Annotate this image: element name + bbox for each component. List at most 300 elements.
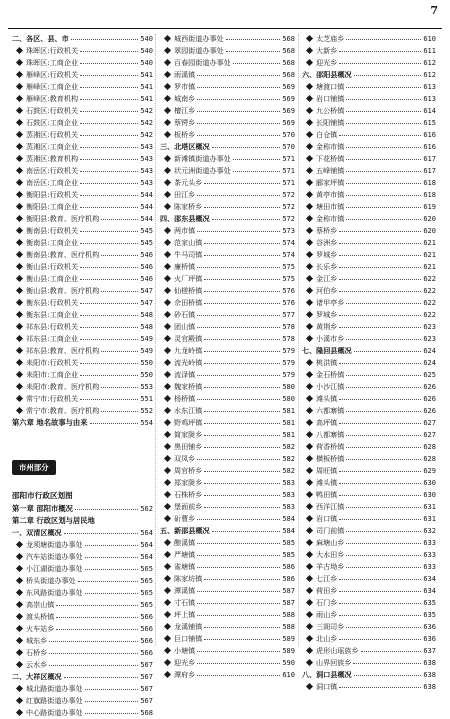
toc-entry-title: 黑田铺乡: [160, 441, 202, 453]
toc-entry[interactable]: [302, 645, 436, 657]
toc-entry[interactable]: [302, 369, 436, 381]
dot-leader: [197, 555, 280, 556]
dot-leader: [80, 183, 138, 184]
dot-leader: [346, 507, 421, 508]
toc-entry[interactable]: [160, 333, 295, 345]
toc-entry[interactable]: [12, 381, 153, 393]
toc-entry[interactable]: [302, 333, 436, 345]
toc-entry-title: 雁峰区:工商企业: [12, 81, 78, 93]
dot-leader: [197, 375, 280, 376]
toc-entry[interactable]: [302, 249, 436, 261]
toc-entry[interactable]: [160, 621, 295, 633]
toc-entry[interactable]: [12, 93, 153, 105]
toc-entry-title: 城东乡: [12, 635, 47, 647]
toc-entry[interactable]: [302, 381, 436, 393]
toc-entry-page: 548: [140, 311, 153, 319]
toc-entry-page: 575: [282, 263, 295, 271]
toc-entry[interactable]: [302, 357, 436, 369]
toc-entry[interactable]: [302, 405, 436, 417]
toc-entry-page: 632: [423, 527, 436, 535]
toc-entry[interactable]: [12, 237, 153, 249]
toc-entry[interactable]: [302, 309, 436, 321]
toc-entry[interactable]: [12, 503, 153, 515]
toc-entry[interactable]: [160, 597, 295, 609]
toc-entry-page: 542: [140, 119, 153, 127]
toc-entry[interactable]: [12, 273, 153, 285]
toc-entry[interactable]: [12, 551, 153, 563]
toc-entry-page: 621: [423, 263, 436, 271]
toc-entry-page: 564: [140, 553, 153, 561]
toc-entry[interactable]: [302, 597, 436, 609]
dot-leader: [197, 315, 280, 316]
dot-leader: [80, 171, 138, 172]
toc-entry[interactable]: [160, 249, 295, 261]
toc-entry-title: 第六章 地名故事与由来: [12, 418, 88, 427]
toc-entry[interactable]: [12, 345, 153, 357]
toc-entry[interactable]: [12, 249, 153, 261]
toc-entry-title: 第一章 邵阳市概况: [12, 504, 73, 513]
toc-entry[interactable]: [12, 81, 153, 93]
toc-entry[interactable]: [160, 129, 295, 141]
toc-entry[interactable]: [302, 453, 436, 465]
toc-entry[interactable]: [302, 201, 436, 213]
toc-entry[interactable]: [160, 201, 295, 213]
toc-entry[interactable]: [302, 585, 436, 597]
dot-leader: [197, 75, 280, 76]
dot-leader: [197, 567, 280, 568]
toc-entry[interactable]: [160, 321, 295, 333]
toc-entry[interactable]: [160, 141, 295, 153]
toc-entry[interactable]: [12, 141, 153, 153]
toc-entry[interactable]: [302, 657, 436, 669]
toc-entry[interactable]: [12, 285, 153, 297]
toc-entry[interactable]: [160, 417, 295, 429]
toc-entry[interactable]: [302, 105, 436, 117]
toc-entry[interactable]: [302, 537, 436, 549]
toc-entry[interactable]: [160, 573, 295, 585]
dot-leader: [204, 183, 280, 184]
dot-leader: [361, 651, 422, 652]
toc-entry[interactable]: [160, 189, 295, 201]
toc-entry-page: 567: [140, 661, 153, 669]
dot-leader: [339, 315, 421, 316]
dot-leader: [346, 111, 421, 112]
toc-entry[interactable]: [12, 201, 153, 213]
toc-entry[interactable]: [160, 165, 295, 177]
toc-entry[interactable]: [12, 33, 153, 45]
toc-entry[interactable]: [302, 237, 436, 249]
toc-entry[interactable]: [12, 369, 153, 381]
toc-entry[interactable]: [160, 357, 295, 369]
toc-entry-title: 常宁市:行政机关: [12, 393, 78, 405]
toc-entry-title: 周官桥乡: [160, 465, 202, 477]
toc-entry-title: 石株桥乡: [160, 489, 202, 501]
toc-entry[interactable]: [12, 189, 153, 201]
toc-entry-title: 严塘镇: [160, 549, 195, 561]
toc-entry[interactable]: [12, 321, 153, 333]
toc-entry[interactable]: [160, 273, 295, 285]
toc-entry-title: 红旗路街道办事处: [12, 695, 83, 707]
toc-entry-title: 塘渡口镇: [302, 81, 344, 93]
toc-entry[interactable]: [12, 57, 153, 69]
toc-entry-title: 两市镇: [160, 225, 195, 237]
toc-entry-page: 613: [423, 95, 436, 103]
toc-entry[interactable]: [160, 81, 295, 93]
toc-entry[interactable]: [302, 189, 436, 201]
toc-entry-title: 荷香桥镇: [302, 441, 344, 453]
toc-entry[interactable]: [302, 441, 436, 453]
toc-entry-page: 577: [282, 311, 295, 319]
toc-entry-title: 火厂坪镇: [160, 273, 202, 285]
toc-entry[interactable]: [302, 261, 436, 273]
toc-entry-page: 574: [282, 239, 295, 247]
toc-entry-title: 蔡桥乡: [302, 225, 337, 237]
toc-entry-page: 634: [423, 587, 436, 595]
toc-entry-title: 流光岭镇: [160, 357, 202, 369]
toc-entry[interactable]: [12, 129, 153, 141]
toc-entry-page: 585: [282, 539, 295, 547]
toc-entry-page: 588: [282, 611, 295, 619]
toc-entry-page: 610: [282, 671, 295, 679]
toc-entry-title: 麻塘山乡: [302, 537, 344, 549]
toc-entry[interactable]: [12, 333, 153, 345]
toc-entry-page: 589: [282, 635, 295, 643]
toc-entry[interactable]: [160, 369, 295, 381]
dot-leader: [80, 279, 138, 280]
spacer: [12, 429, 153, 455]
toc-entry[interactable]: [160, 345, 295, 357]
toc-entry[interactable]: [12, 623, 153, 635]
toc-entry-title: 新滩镇街道办事处: [160, 153, 231, 165]
toc-entry[interactable]: [12, 488, 153, 503]
toc-entry[interactable]: [160, 393, 295, 405]
dot-leader: [197, 327, 280, 328]
toc-entry[interactable]: [12, 153, 153, 165]
toc-entry[interactable]: [160, 561, 295, 573]
dot-leader: [339, 63, 421, 64]
dot-leader: [80, 363, 138, 364]
toc-entry-page: 622: [423, 287, 436, 295]
toc-entry-title: 滩头镇: [302, 393, 337, 405]
toc-entry[interactable]: [12, 587, 153, 599]
toc-entry-title: 石鼓区:工商企业: [12, 117, 78, 129]
dot-leader: [101, 351, 138, 352]
toc-entry[interactable]: [160, 645, 295, 657]
toc-entry-title: 二、各区、县、市: [12, 34, 69, 43]
toc-entry[interactable]: [160, 117, 295, 129]
toc-entry-title: 七江乡: [302, 573, 337, 585]
toc-entry-page: 617: [423, 167, 436, 175]
dot-leader: [75, 509, 138, 510]
toc-entry-title: 水东江镇: [160, 405, 202, 417]
toc-entry[interactable]: [160, 105, 295, 117]
toc-entry-page: 541: [140, 83, 153, 91]
dot-leader: [56, 629, 138, 630]
toc-entry[interactable]: [160, 453, 295, 465]
toc-entry-title: 范家山镇: [160, 237, 202, 249]
dot-leader: [204, 639, 280, 640]
toc-entry-page: 583: [282, 479, 295, 487]
toc-entry[interactable]: [160, 237, 295, 249]
toc-entry-page: 575: [282, 275, 295, 283]
toc-entry[interactable]: [302, 345, 436, 357]
toc-entry[interactable]: [302, 81, 436, 93]
toc-entry-page: 582: [282, 467, 295, 475]
toc-entry-page: 542: [140, 131, 153, 139]
toc-entry[interactable]: [12, 117, 153, 129]
toc-entry-page: 635: [423, 611, 436, 619]
toc-entry[interactable]: [302, 573, 436, 585]
toc-entry[interactable]: [160, 513, 295, 525]
toc-entry-page: 626: [423, 383, 436, 391]
toc-entry[interactable]: [12, 563, 153, 575]
toc-entry[interactable]: [12, 177, 153, 189]
toc-entry[interactable]: [302, 561, 436, 573]
toc-entry[interactable]: [160, 69, 295, 81]
toc-entry[interactable]: [160, 33, 295, 45]
toc-entry-page: 574: [282, 251, 295, 259]
toc-entry[interactable]: [302, 297, 436, 309]
toc-entry-page: 571: [282, 155, 295, 163]
toc-entry-title: 廉桥镇: [160, 261, 195, 273]
toc-entry[interactable]: [302, 501, 436, 513]
dot-leader: [197, 123, 280, 124]
toc-entry-title: 桥头街道办事处: [12, 575, 76, 587]
toc-entry-page: 543: [140, 143, 153, 151]
toc-entry-page: 565: [140, 589, 153, 597]
toc-entry[interactable]: [12, 357, 153, 369]
toc-entry[interactable]: [302, 57, 436, 69]
dot-leader: [204, 243, 280, 244]
toc-entry-title: 四、邵东县概况: [160, 214, 210, 223]
dot-leader: [346, 147, 421, 148]
toc-entry[interactable]: [302, 177, 436, 189]
toc-entry[interactable]: [160, 669, 295, 681]
toc-entry[interactable]: [302, 45, 436, 57]
toc-entry[interactable]: [160, 633, 295, 645]
toc-entry[interactable]: [160, 57, 295, 69]
toc-entry[interactable]: [12, 611, 153, 623]
dot-leader: [85, 689, 139, 690]
toc-entry-page: 564: [140, 541, 153, 549]
dot-leader: [204, 363, 280, 364]
toc-entry[interactable]: [12, 659, 153, 671]
toc-entry[interactable]: [302, 633, 436, 645]
toc-entry[interactable]: [302, 681, 436, 693]
toc-entry-title: 蔡锷乡: [160, 117, 195, 129]
toc-entry[interactable]: [160, 93, 295, 105]
toc-entry[interactable]: [302, 129, 436, 141]
toc-entry-page: 624: [423, 359, 436, 367]
toc-entry[interactable]: [12, 707, 153, 719]
toc-entry-title: 下花桥镇: [302, 153, 344, 165]
header-rule: [8, 28, 442, 29]
toc-entry[interactable]: [160, 381, 295, 393]
dot-leader: [80, 315, 138, 316]
toc-entry-page: 582: [282, 455, 295, 463]
toc-entry-title: 黄荆乡: [302, 321, 337, 333]
toc-entry-page: 576: [282, 299, 295, 307]
toc-column-2: [160, 33, 295, 681]
toc-entry-title: 衡南县:工商企业: [12, 237, 78, 249]
toc-entry-title: 雁峰区:教育机构: [12, 93, 78, 105]
dot-leader: [339, 243, 421, 244]
toc-entry[interactable]: [160, 213, 295, 225]
toc-entry[interactable]: [160, 489, 295, 501]
toc-entry[interactable]: [160, 465, 295, 477]
toc-entry[interactable]: [302, 33, 436, 45]
toc-entry[interactable]: [302, 393, 436, 405]
toc-entry[interactable]: [302, 465, 436, 477]
toc-entry[interactable]: [160, 537, 295, 549]
toc-entry-page: 638: [423, 659, 436, 667]
toc-entry-title: 司门前镇: [302, 525, 344, 537]
toc-entry[interactable]: [160, 153, 295, 165]
toc-entry-page: 546: [140, 263, 153, 271]
toc-entry[interactable]: [12, 635, 153, 647]
toc-entry[interactable]: [160, 477, 295, 489]
toc-entry-page: 610: [423, 35, 436, 43]
toc-entry[interactable]: [12, 515, 153, 527]
toc-entry-title: 衡南县:行政机关: [12, 225, 78, 237]
dot-leader: [346, 459, 421, 460]
toc-entry-page: 633: [423, 551, 436, 559]
dot-leader: [80, 63, 138, 64]
toc-entry[interactable]: [12, 297, 153, 309]
dot-leader: [204, 339, 280, 340]
dot-leader: [101, 291, 138, 292]
toc-entry[interactable]: [160, 261, 295, 273]
toc-entry[interactable]: [302, 213, 436, 225]
toc-entry[interactable]: [302, 141, 436, 153]
dot-leader: [80, 147, 138, 148]
toc-entry-title: 双凤乡: [160, 453, 195, 465]
toc-entry[interactable]: [12, 647, 153, 659]
toc-entry-page: 583: [282, 491, 295, 499]
toc-entry[interactable]: [12, 105, 153, 117]
toc-entry[interactable]: [160, 45, 295, 57]
toc-entry[interactable]: [302, 609, 436, 621]
toc-entry[interactable]: [302, 489, 436, 501]
toc-entry-title: 桃洪镇: [302, 357, 337, 369]
toc-entry[interactable]: [302, 117, 436, 129]
toc-entry[interactable]: [12, 695, 153, 707]
toc-entry[interactable]: [12, 539, 153, 551]
toc-entry[interactable]: [12, 69, 153, 81]
toc-entry[interactable]: [12, 309, 153, 321]
toc-entry-title: 渡头桥镇: [12, 611, 54, 623]
toc-entry-page: 579: [282, 347, 295, 355]
toc-entry-title: 潭府乡: [160, 669, 195, 681]
toc-entry[interactable]: [302, 669, 436, 681]
toc-entry-page: 638: [423, 683, 436, 691]
toc-entry[interactable]: [302, 69, 436, 81]
toc-entry[interactable]: [160, 309, 295, 321]
toc-entry-title: 郦家坪镇: [302, 177, 344, 189]
toc-entry-title: 团山镇: [160, 321, 195, 333]
dot-leader: [346, 411, 421, 412]
toc-entry-title: 衡阳县:行政机关: [12, 189, 78, 201]
toc-entry-title: 衡阳县:工商企业: [12, 201, 78, 213]
toc-entry[interactable]: [302, 525, 436, 537]
toc-entry[interactable]: [160, 225, 295, 237]
toc-entry-title: 檀江乡: [160, 105, 195, 117]
toc-entry-page: 571: [282, 179, 295, 187]
toc-entry[interactable]: [160, 585, 295, 597]
toc-entry[interactable]: [12, 417, 153, 429]
toc-entry[interactable]: [12, 683, 153, 695]
toc-entry-title: 衡山县:工商企业: [12, 273, 78, 285]
toc-entry[interactable]: [160, 609, 295, 621]
toc-entry[interactable]: [12, 527, 153, 539]
toc-entry-page: 568: [282, 35, 295, 43]
toc-entry-page: 580: [282, 395, 295, 403]
toc-entry[interactable]: [302, 321, 436, 333]
toc-entry-page: 626: [423, 395, 436, 403]
toc-entry-page: 630: [423, 491, 436, 499]
toc-entry[interactable]: [160, 549, 295, 561]
toc-entry[interactable]: [302, 621, 436, 633]
toc-entry[interactable]: [12, 671, 153, 683]
toc-entry[interactable]: [12, 45, 153, 57]
toc-entry[interactable]: [302, 549, 436, 561]
toc-entry[interactable]: [160, 285, 295, 297]
toc-entry-title: 九龙岭镇: [160, 345, 202, 357]
toc-entry[interactable]: [12, 393, 153, 405]
toc-entry[interactable]: [160, 441, 295, 453]
toc-entry[interactable]: [302, 165, 436, 177]
dot-leader: [346, 375, 421, 376]
toc-entry[interactable]: [12, 165, 153, 177]
toc-entry[interactable]: [302, 429, 436, 441]
toc-entry-title: 西洋江镇: [302, 501, 344, 513]
toc-entry[interactable]: [302, 93, 436, 105]
toc-entry[interactable]: [160, 501, 295, 513]
toc-entry-title: 寸石镇: [160, 597, 195, 609]
dot-leader: [346, 555, 421, 556]
dot-leader: [197, 651, 280, 652]
toc-entry[interactable]: [160, 177, 295, 189]
toc-entry[interactable]: [160, 297, 295, 309]
dot-leader: [49, 653, 138, 654]
toc-entry[interactable]: [12, 225, 153, 237]
dot-leader: [197, 675, 280, 676]
toc-entry[interactable]: [160, 525, 295, 537]
toc-entry[interactable]: [12, 405, 153, 417]
toc-entry-page: 544: [140, 191, 153, 199]
toc-entry[interactable]: [302, 273, 436, 285]
toc-entry[interactable]: [302, 513, 436, 525]
toc-entry-title: 祁东县:教育、医疗机构: [12, 345, 99, 357]
toc-entry[interactable]: [12, 213, 153, 225]
toc-entry[interactable]: [302, 285, 436, 297]
toc-entry[interactable]: [160, 405, 295, 417]
toc-entry[interactable]: [302, 153, 436, 165]
toc-entry-page: 550: [140, 359, 153, 367]
toc-entry[interactable]: [12, 599, 153, 611]
dot-leader: [346, 123, 421, 124]
toc-entry[interactable]: [160, 657, 295, 669]
toc-entry[interactable]: [302, 417, 436, 429]
toc-entry[interactable]: [12, 261, 153, 273]
dot-leader: [197, 459, 280, 460]
toc-entry[interactable]: [302, 225, 436, 237]
toc-entry-page: 634: [423, 575, 436, 583]
toc-entry[interactable]: [160, 429, 295, 441]
toc-entry[interactable]: [302, 477, 436, 489]
toc-entry[interactable]: [12, 575, 153, 587]
toc-entry-title: 郑家陇乡: [160, 477, 202, 489]
